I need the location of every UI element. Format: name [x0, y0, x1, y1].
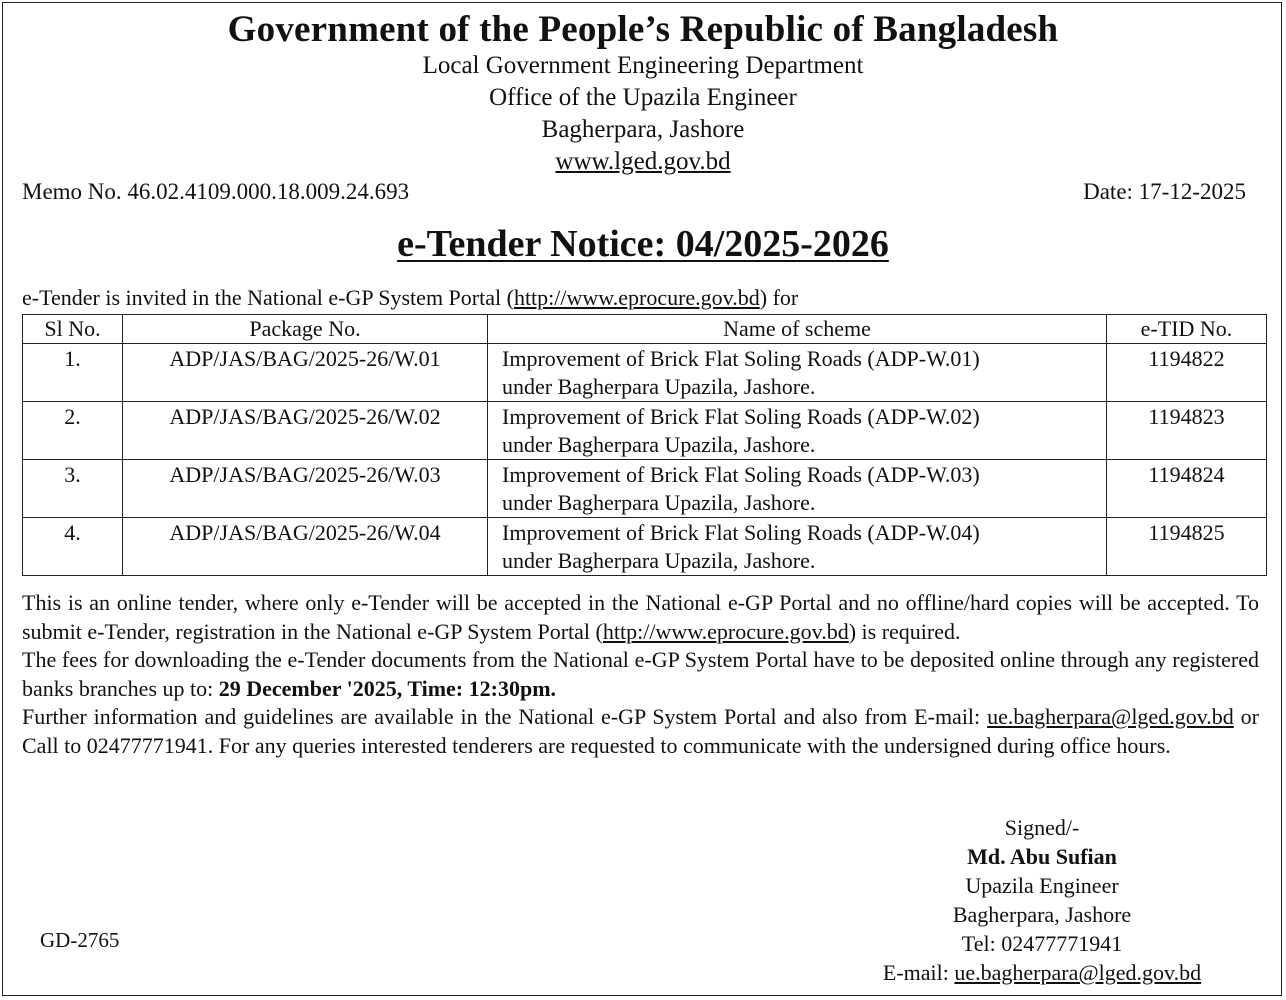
- signature-block: [857, 813, 1227, 987]
- cell-sl: 2.: [23, 402, 123, 460]
- header-scheme: Name of scheme: [488, 315, 1107, 344]
- scheme-line: under Bagherpara Upazila, Jashore.: [502, 548, 816, 573]
- website-link[interactable]: www.lged.gov.bd: [555, 148, 731, 175]
- office-name: Office of the Upazila Engineer: [489, 84, 797, 111]
- intro-text: [22, 285, 798, 311]
- eprocure-link[interactable]: http://www.eprocure.gov.bd: [602, 618, 849, 644]
- website-line: [0, 148, 1286, 176]
- scheme-line: under Bagherpara Upazila, Jashore.: [502, 432, 816, 457]
- cell-tid: 1194825: [1107, 518, 1267, 576]
- cell-tid: 1194824: [1107, 460, 1267, 518]
- scheme-line: Improvement of Brick Flat Soling Roads (ADP-W.03): [502, 462, 980, 487]
- body-paragraph: [22, 646, 1259, 703]
- notice-title: e-Tender Notice: 04/2025-2026: [397, 223, 889, 265]
- cell-sl: 3.: [23, 460, 123, 518]
- cell-package: ADP/JAS/BAG/2025-26/W.04: [123, 518, 488, 576]
- signatory-tel: Tel: 02477771941: [961, 931, 1123, 956]
- signatory-email-line: [857, 958, 1227, 987]
- cell-tid: 1194822: [1107, 344, 1267, 402]
- table-row: [23, 518, 1267, 576]
- government-title: Government of the People’s Republic of Bangladesh: [227, 9, 1059, 50]
- table-row: [23, 402, 1267, 460]
- office-location: Bagherpara, Jashore: [541, 116, 745, 143]
- body-text: ) is required.: [848, 618, 961, 644]
- cell-package: ADP/JAS/BAG/2025-26/W.02: [123, 402, 488, 460]
- notice-body: [22, 589, 1259, 760]
- table-row: [23, 344, 1267, 402]
- intro-after: ) for: [759, 285, 799, 310]
- signatory-name: Md. Abu Sufian: [967, 844, 1117, 869]
- email-link[interactable]: ue.bagherpara@lged.gov.bd: [987, 704, 1234, 729]
- cell-sl: 1.: [23, 344, 123, 402]
- table-header-row: [23, 315, 1267, 344]
- email-label: E-mail:: [882, 960, 955, 985]
- scheme-line: Improvement of Brick Flat Soling Roads (ADP-W.02): [502, 404, 980, 429]
- body-text: This is an online tender, where only e-Tender will be accepted in the National e-GP Portal and no offline/hard copies will be accepted. To submit e-Tender, registration in the National e-GP System Portal (: [22, 590, 1259, 644]
- gd-number: GD-2765: [40, 928, 120, 952]
- signatory-location: Bagherpara, Jashore: [952, 902, 1132, 927]
- cell-scheme: [488, 344, 1107, 402]
- header-sl: Sl No.: [23, 315, 123, 344]
- header-tid: e-TID No.: [1107, 315, 1267, 344]
- cell-package: ADP/JAS/BAG/2025-26/W.03: [123, 460, 488, 518]
- cell-scheme: [488, 460, 1107, 518]
- department-name: Local Government Engineering Department: [422, 52, 864, 79]
- header-package: Package No.: [123, 315, 488, 344]
- cell-scheme: [488, 518, 1107, 576]
- scheme-line: under Bagherpara Upazila, Jashore.: [502, 490, 816, 515]
- cell-tid: 1194823: [1107, 402, 1267, 460]
- body-text: The fees for downloading the e-Tender documents from the National e-GP System Portal have to be deposited online through any registered banks branches up to:: [22, 647, 1259, 701]
- cell-scheme: [488, 402, 1107, 460]
- body-paragraph: [22, 589, 1259, 646]
- eprocure-link[interactable]: http://www.eprocure.gov.bd: [513, 285, 760, 310]
- body-text: Further information and guidelines are available in the National e-GP System Portal and also from E-mail:: [22, 704, 988, 729]
- tender-table: [22, 314, 1267, 576]
- notice-date: Date: 17-12-2025: [1083, 179, 1246, 204]
- table-row: [23, 460, 1267, 518]
- cell-package: ADP/JAS/BAG/2025-26/W.01: [123, 344, 488, 402]
- scheme-line: Improvement of Brick Flat Soling Roads (ADP-W.01): [502, 346, 980, 371]
- signed-label: Signed/-: [1004, 815, 1080, 840]
- body-paragraph: [22, 703, 1259, 760]
- email-link[interactable]: ue.bagherpara@lged.gov.bd: [954, 960, 1202, 985]
- scheme-line: Improvement of Brick Flat Soling Roads (ADP-W.04): [502, 520, 980, 545]
- cell-sl: 4.: [23, 518, 123, 576]
- scheme-line: under Bagherpara Upazila, Jashore.: [502, 374, 816, 399]
- deadline-text: 29 December '2025, Time: 12:30pm.: [218, 675, 557, 701]
- intro-before: e-Tender is invited in the National e-GP System Portal (: [22, 285, 514, 310]
- signatory-designation: Upazila Engineer: [965, 873, 1119, 898]
- memo-number: Memo No. 46.02.4109.000.18.009.24.693: [22, 179, 410, 204]
- body-text: or Call to 02477771941. For any queries interested tenderers are requested to communicate with the undersigned during office hours.: [22, 704, 1260, 758]
